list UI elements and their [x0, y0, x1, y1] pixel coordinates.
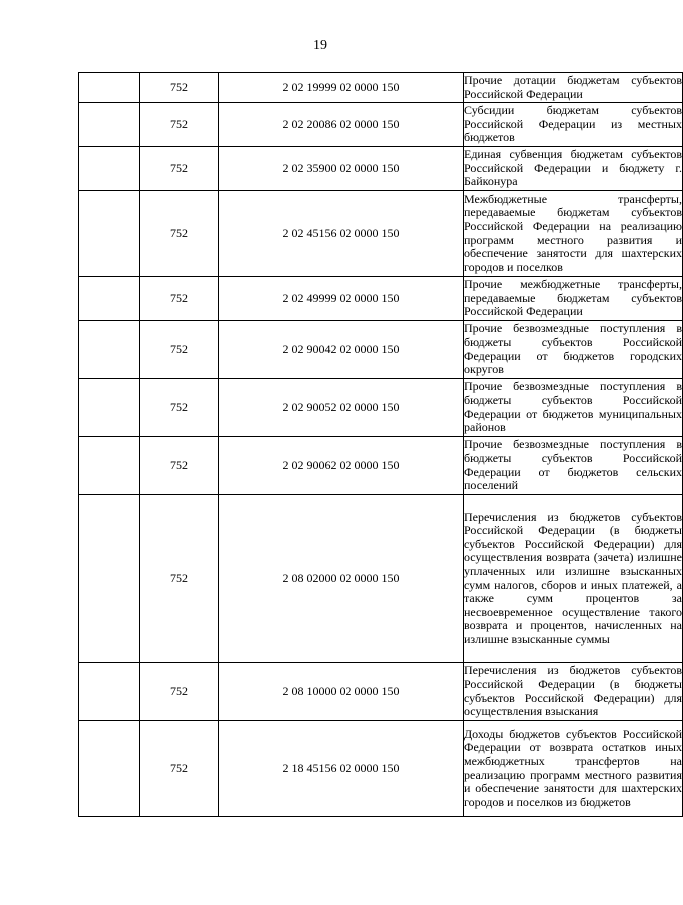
admin-code-cell: 752: [140, 103, 219, 147]
empty-cell: [79, 147, 140, 191]
table-row: [79, 663, 683, 721]
budget-revenue-table: [78, 72, 683, 817]
revenue-name-cell: Прочие межбюджетные трансферты, передаваемые бюджетам субъектов Российской Федерации: [464, 277, 683, 321]
revenue-name-cell: Перечисления из бюджетов субъектов Российской Федерации (в бюджеты субъектов Российской Федерации) для осуществления возврата (зачета) излишне уплаченных или излишне взысканных сумм налогов, сборов и иных платежей, а также сумм процентов за несвоевременное осуществление такого возврата и процентов, начисленных на излишне взысканные суммы: [464, 495, 683, 663]
table-body: [79, 73, 683, 817]
budget-code-cell: 2 02 20086 02 0000 150: [219, 103, 464, 147]
admin-code-cell: 752: [140, 147, 219, 191]
empty-cell: [79, 321, 140, 379]
revenue-name-cell: Субсидии бюджетам субъектов Российской Федерации из местных бюджетов: [464, 103, 683, 147]
revenue-name-cell: Межбюджетные трансферты, передаваемые бюджетам субъектов Российской Федерации на реализацию программ местного развития и обеспечение занятости для шахтерских городов и поселков: [464, 191, 683, 277]
revenue-name-cell: Прочие дотации бюджетам субъектов Российской Федерации: [464, 72, 682, 101]
page-number: 19: [313, 38, 327, 53]
empty-cell: [79, 663, 140, 721]
admin-code-cell: 752: [140, 379, 219, 437]
table-row: [79, 277, 683, 321]
table-row: [79, 721, 683, 817]
budget-code-cell: 2 02 35900 02 0000 150: [219, 147, 464, 191]
table-row: [79, 437, 683, 495]
admin-code-cell: 752: [140, 73, 219, 103]
revenue-name-cell: Прочие безвозмездные поступления в бюджеты субъектов Российской Федерации от бюджетов сельских поселений: [464, 437, 683, 495]
admin-code-cell: 752: [140, 191, 219, 277]
budget-code-cell: 2 02 19999 02 0000 150: [219, 73, 464, 103]
table-row: [79, 191, 683, 277]
table-row: [79, 73, 683, 103]
table-row: [79, 379, 683, 437]
budget-code-cell: 2 18 45156 02 0000 150: [219, 721, 464, 817]
revenue-name-cell: Прочие безвозмездные поступления в бюджеты субъектов Российской Федерации от бюджетов муниципальных районов: [464, 379, 683, 437]
budget-code-cell: 2 02 90062 02 0000 150: [219, 437, 464, 495]
table-row: [79, 321, 683, 379]
empty-cell: [79, 103, 140, 147]
empty-cell: [79, 495, 140, 663]
table-row: [79, 147, 683, 191]
budget-code-cell: 2 08 02000 02 0000 150: [219, 495, 464, 663]
empty-cell: [79, 379, 140, 437]
admin-code-cell: 752: [140, 495, 219, 663]
admin-code-cell: 752: [140, 663, 219, 721]
table-row: [79, 103, 683, 147]
table-row: [79, 495, 683, 663]
budget-code-cell: 2 02 45156 02 0000 150: [219, 191, 464, 277]
revenue-name-cell: Доходы бюджетов субъектов Российской Федерации от возврата остатков иных межбюджетных трансфертов на реализацию программ местного развития и обеспечение занятости для шахтерских городов и поселков из бюджетов: [464, 721, 683, 817]
admin-code-cell: 752: [140, 721, 219, 817]
budget-code-cell: 2 02 90042 02 0000 150: [219, 321, 464, 379]
revenue-name-cell: Перечисления из бюджетов субъектов Российской Федерации (в бюджеты субъектов Российской Федерации) для осуществления взыскания: [464, 663, 683, 721]
empty-cell: [79, 73, 140, 103]
revenue-name-cell: Прочие безвозмездные поступления в бюджеты субъектов Российской Федерации от бюджетов городских округов: [464, 321, 683, 379]
empty-cell: [79, 721, 140, 817]
empty-cell: [79, 277, 140, 321]
admin-code-cell: 752: [140, 277, 219, 321]
budget-code-cell: 2 02 90052 02 0000 150: [219, 379, 464, 437]
budget-code-cell: 2 08 10000 02 0000 150: [219, 663, 464, 721]
budget-code-cell: 2 02 49999 02 0000 150: [219, 277, 464, 321]
revenue-name-cell: Единая субвенция бюджетам субъектов Российской Федерации и бюджету г. Байконура: [464, 147, 683, 191]
empty-cell: [79, 437, 140, 495]
admin-code-cell: 752: [140, 437, 219, 495]
empty-cell: [79, 191, 140, 277]
admin-code-cell: 752: [140, 321, 219, 379]
